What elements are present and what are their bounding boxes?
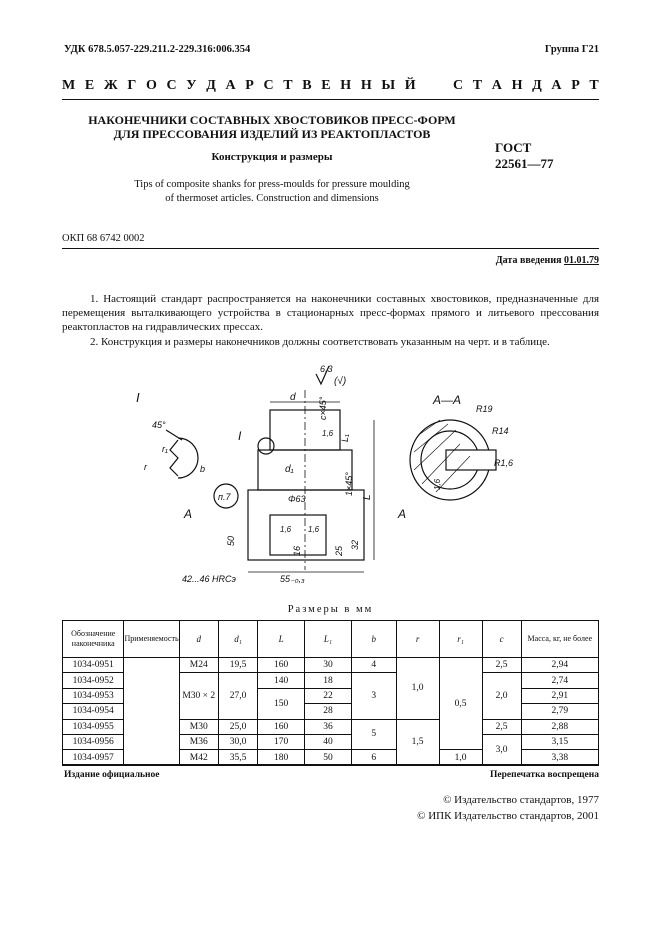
cell-l1: 22 (305, 688, 352, 703)
cell-id: 1034-0956 (63, 734, 124, 749)
header-d1: d₁ (218, 621, 257, 658)
r-label: r (144, 462, 147, 472)
cell-c: 2,5 (482, 719, 521, 734)
table-row (63, 658, 599, 673)
band-letter: Т (283, 78, 293, 93)
cell-l: 160 (258, 719, 305, 734)
detail-leader (166, 430, 182, 440)
r14-label: R14 (492, 426, 509, 436)
divider (62, 764, 599, 765)
detail-view (178, 438, 198, 478)
header-application: Применяемость (124, 621, 179, 658)
cell-mass: 2,88 (521, 719, 598, 734)
cell-r1: 1,0 (439, 750, 482, 765)
gost-label: ГОСТ (495, 140, 532, 155)
l-label: L (362, 494, 373, 500)
cell-r: 1,5 (396, 719, 439, 765)
cell-mass: 2,74 (521, 673, 598, 688)
dimensions-table (62, 620, 599, 766)
band-gap (425, 78, 443, 94)
cell-l: 160 (258, 658, 305, 673)
band-letter: Й (404, 78, 416, 93)
header-r: r (396, 621, 439, 658)
title-line-1: НАКОНЕЧНИКИ СОСТАВНЫХ ХВОСТОВИКОВ ПРЕСС-ФОРМ (88, 113, 456, 127)
band-letter: А (225, 78, 236, 93)
detail-marker-circle (258, 438, 274, 454)
cell-l: 180 (258, 750, 305, 765)
cell-d: M36 (179, 734, 218, 749)
header-l1: L₁ (305, 621, 352, 658)
cell-id: 1034-0951 (63, 658, 124, 673)
cell-b: 5 (351, 719, 396, 750)
phi63-label: Φ63 (288, 494, 306, 504)
roughness-value: 6,3 (320, 364, 333, 374)
cell-mass: 2,79 (521, 704, 598, 719)
cell-c: 2,0 (482, 673, 521, 719)
band-letter: Т (472, 78, 483, 93)
band-letter: М (62, 78, 76, 93)
band-letter: Д (206, 78, 216, 93)
cell-mass: 3,38 (521, 750, 598, 765)
band-letter: Р (245, 78, 254, 93)
cell-d: M42 (179, 750, 218, 765)
r16-label: R1,6 (494, 458, 514, 468)
okp-code: ОКП 68 6742 0002 (62, 233, 145, 244)
cell-r1: 0,5 (439, 658, 482, 750)
band-letter: О (145, 78, 157, 93)
header-r1: r₁ (439, 621, 482, 658)
d1-label: d₁ (285, 464, 294, 475)
band-letter: У (186, 78, 197, 93)
sixteen-label: 16 (292, 545, 302, 556)
copyright-2: © ИПК Издательство стандартов, 2001 (417, 810, 599, 822)
section-slot (446, 450, 496, 470)
cell-id: 1034-0957 (63, 750, 124, 765)
divider (62, 248, 599, 249)
cell-d: M30 (179, 719, 218, 734)
cell-r: 1,0 (396, 658, 439, 720)
band-letter: В (302, 78, 312, 93)
tip-body (248, 490, 364, 560)
cell-mass: 3,15 (521, 734, 598, 749)
cell-mass: 2,94 (521, 658, 598, 673)
band-letter: Р (571, 78, 580, 93)
cell-mass: 2,91 (521, 688, 598, 703)
cell-id: 1034-0954 (63, 704, 124, 719)
cell-l1: 36 (305, 719, 352, 734)
band-letter: С (453, 78, 464, 93)
english-line-2: of thermoset articles. Construction and dimensions (165, 192, 379, 204)
cell-d1: 30,0 (218, 734, 257, 749)
twenty-five-label: 25 (334, 545, 344, 556)
cell-b: 4 (351, 658, 396, 673)
detail-marker: I (238, 429, 242, 443)
band-letter: Т (589, 78, 599, 93)
band-letter: А (551, 78, 562, 93)
slot-one-six: 1,6 (280, 525, 292, 534)
l1-label: L₁ (340, 434, 350, 442)
note-label: п.7 (218, 492, 231, 502)
one-six-label: 1,6 (322, 429, 334, 438)
cell-d1: 25,0 (218, 719, 257, 734)
cell-l1: 50 (305, 750, 352, 765)
detail-thread (170, 440, 178, 476)
cell-c: 2,5 (482, 658, 521, 673)
band-letter: С (263, 78, 274, 93)
gost-number: 22561—77 (495, 156, 554, 171)
cell-l: 140 (258, 673, 305, 688)
header-l: L (258, 621, 305, 658)
header-d: d (179, 621, 218, 658)
reprint-notice: Перепечатка воспрещена (489, 770, 599, 780)
c45-label: c×45° (318, 396, 328, 420)
header-mass: Масса, кг, не более (521, 621, 598, 658)
band-letter: Н (511, 78, 523, 93)
paragraph-2: 2. Конструкция и размеры наконечников должны соответствовать указанным на черт. и в таблице. (90, 335, 550, 348)
section-one-six: 1,6 (433, 478, 442, 490)
gost-block (495, 140, 554, 172)
slot-one-six-b: 1,6 (308, 525, 320, 534)
header-b: b (351, 621, 396, 658)
body-text (62, 292, 599, 349)
detail-label: I (136, 390, 140, 405)
group-code: Группа Г21 (544, 44, 599, 55)
cell-b: 3 (351, 673, 396, 719)
roughness-mark: (√) (334, 376, 347, 387)
band-letter: Е (321, 78, 331, 93)
official-edition: Издание официальное (64, 770, 160, 780)
r19-label: R19 (476, 404, 493, 414)
d-label: d (290, 392, 296, 403)
b-label: b (200, 464, 206, 474)
one45-label: 1×45° (344, 472, 354, 496)
subtitle: Конструкция и размеры (211, 151, 333, 163)
thirty-two-label: 32 (350, 539, 360, 550)
section-arrow-left: А (184, 507, 193, 521)
cell-l1: 18 (305, 673, 352, 688)
cell-d1: 19,5 (218, 658, 257, 673)
intro-date-value: 01.01.79 (564, 255, 599, 266)
band-letter: Ы (381, 78, 396, 93)
cell-l1: 30 (305, 658, 352, 673)
cell-id: 1034-0952 (63, 673, 124, 688)
section-arrow-right: А (398, 507, 407, 521)
cell-b: 6 (351, 750, 396, 765)
fifty-label: 50 (226, 535, 236, 546)
band-letter: С (166, 78, 177, 93)
section-label: А—А (433, 393, 462, 407)
cell-d1: 35,5 (218, 750, 257, 765)
udk-code: УДК 678.5.057-229.211.2-229.316:006.354 (64, 44, 251, 55)
angle-label: 45° (152, 420, 166, 430)
band-letter: Е (84, 78, 95, 93)
band-letter: Н (360, 78, 372, 93)
cell-l: 170 (258, 734, 305, 749)
cell-l1: 40 (305, 734, 352, 749)
band-letter: Д (532, 78, 542, 93)
cell-c: 3,0 (482, 734, 521, 765)
band-letter: Н (340, 78, 352, 93)
english-title (62, 178, 482, 205)
band-letter: А (491, 78, 502, 93)
header-c: c (482, 621, 521, 658)
title-line-2: ДЛЯ ПРЕССОВАНИЯ ИЗДЕЛИЙ ИЗ РЕАКТОПЛАСТОВ (113, 127, 431, 141)
copyright-1: © Издательство стандартов, 1977 (443, 794, 599, 806)
divider (62, 99, 599, 100)
english-line-1: Tips of composite shanks for press-moulds for pressure moulding (134, 179, 410, 190)
standard-band (62, 78, 599, 94)
header-designation: Обозначение наконечника (63, 621, 124, 658)
technical-drawing (130, 360, 530, 590)
hardness-label: 42...46 HRCэ (182, 574, 236, 584)
intro-date (496, 255, 599, 266)
band-letter: Г (127, 78, 137, 93)
width-label: 55₋₀,₃ (280, 574, 305, 584)
cell-id: 1034-0953 (63, 688, 124, 703)
intro-date-label: Дата введения (495, 255, 562, 266)
cell-application (124, 658, 179, 766)
table-caption: Размеры в мм (287, 604, 374, 615)
cell-d1: 27,0 (218, 673, 257, 719)
cell-d: M24 (179, 658, 218, 673)
band-letter: Ж (103, 78, 118, 93)
paragraph-1: 1. Настоящий стандарт распространяется на наконечники составных хвостовиков, предназначенные для перемещения выталкивающего устройства в стационарных пресс-формах прямого и литьевого прессования реактопластов на гидравлических прессах. (62, 293, 599, 334)
table-header-row (63, 621, 599, 658)
r1-label: r₁ (162, 444, 168, 454)
document-title (62, 113, 482, 141)
cell-l1: 28 (305, 704, 352, 719)
cell-l: 150 (258, 688, 305, 719)
cell-d: M30 × 2 (179, 673, 218, 719)
cell-id: 1034-0955 (63, 719, 124, 734)
